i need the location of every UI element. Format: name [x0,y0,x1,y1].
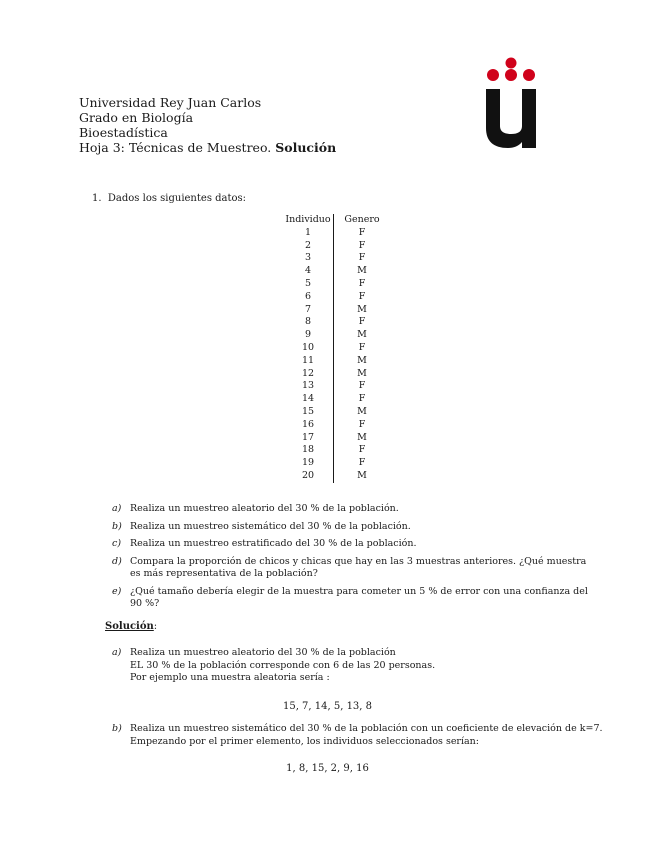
solution-b [112,723,610,753]
cell-genero: F [358,239,366,251]
table-row [283,291,386,304]
cell-individuo: 3 [283,252,334,265]
task-text: Realiza un muestreo estratificado del 30 % de la población. [130,538,417,549]
urjc-logo [484,56,538,148]
cell-individuo: 11 [283,355,334,368]
data-table [283,214,386,483]
cell-genero: F [358,444,366,456]
task-label: d) [112,555,122,567]
table-row [283,227,386,240]
column-header-genero: Genero [344,214,380,225]
cell-genero: M [357,329,367,341]
cell-genero: M [357,354,367,366]
cell-genero: F [358,252,366,264]
solution-title: Solución [105,621,154,632]
cell-genero: F [358,277,366,289]
cell-genero: F [358,457,366,469]
cell-individuo: 4 [283,265,334,278]
task-item [112,521,590,534]
task-item [112,538,590,551]
logo-dot-right [523,69,535,81]
task-label: c) [112,538,122,549]
table-row [283,368,386,381]
cell-individuo: 6 [283,291,334,304]
task-item [112,586,590,611]
sample-sequence: 1, 8, 15, 2, 9, 16 [286,763,369,774]
table-row [283,316,386,329]
task-item [112,556,590,581]
table-row [283,432,386,445]
solution-colon: : [153,621,158,632]
table-row [283,265,386,278]
cell-individuo: 13 [283,380,334,393]
solution-item [112,647,590,685]
cell-individuo: 8 [283,316,334,329]
question-text: Dados los siguientes datos: [107,193,247,204]
cell-individuo: 5 [283,278,334,291]
table-header-row [283,214,386,227]
sheet-title-bold: Solución [275,140,337,155]
solution-label: a) [112,647,122,658]
cell-genero: F [358,393,366,405]
question-1 [92,193,246,204]
cell-genero: M [357,265,367,277]
logo-dot-middle [505,69,517,81]
cell-genero: M [357,303,367,315]
solution-line: Realiza un muestreo sistemático del 30 % de la población con un coeficiente de elevación de k=7. [130,723,603,734]
cell-individuo: 20 [283,470,334,483]
university-name: Universidad Rey Juan Carlos [79,95,262,110]
solution-item [112,723,610,748]
cell-genero: F [358,418,366,430]
solution-line: EL 30 % de la población corresponde con 6 de las 20 personas. [130,659,436,671]
cell-genero: F [358,290,366,302]
task-text: Realiza un muestreo aleatorio del 30 % de la población. [130,503,399,514]
task-label: a) [112,503,122,514]
task-list [112,503,590,616]
sample-sequence: 15, 7, 14, 5, 13, 8 [282,701,373,712]
document-header [79,95,336,155]
cell-genero: F [358,226,366,238]
solution-heading [105,621,157,632]
cell-individuo: 15 [283,406,334,419]
cell-individuo: 2 [283,240,334,253]
task-text: Compara la proporción de chicos y chicas que hay en las 3 muestras anteriores. ¿Qué muestra es más representativa de la población? [130,555,587,579]
solution-line: Empezando por el primer elemento, los individuos seleccionados serían: [130,735,479,747]
logo-dot-left [487,69,499,81]
solution-line: Por ejemplo una muestra aleatoria sería : [130,672,330,683]
cell-genero: M [357,431,367,443]
table-row [283,380,386,393]
cell-genero: F [358,341,366,353]
column-header-individuo: Individuo [283,214,334,227]
sheet-title [79,140,336,155]
task-text: Realiza un muestreo sistemático del 30 % de la población. [130,520,411,532]
cell-individuo: 10 [283,342,334,355]
solution-line: Realiza un muestreo aleatorio del 30 % de la población [130,647,396,658]
cell-individuo: 12 [283,368,334,381]
table-row [283,444,386,457]
task-label: e) [112,585,122,597]
table-row [283,278,386,291]
table-row [283,240,386,253]
task-text: ¿Qué tamaño debería elegir de la muestra para cometer un 5 % de error con una confianza del 90 %? [130,585,588,609]
table-row [283,470,386,483]
question-number: 1. [92,193,102,204]
table-row [283,329,386,342]
sheet-title-text: Hoja 3: Técnicas de Muestreo. [79,140,272,155]
solution-label: b) [112,723,122,734]
cell-individuo: 14 [283,393,334,406]
cell-individuo: 1 [283,227,334,240]
degree-name: Grado en Biología [79,110,194,125]
logo-dot-top [506,58,517,69]
cell-genero: F [358,380,366,392]
cell-genero: M [357,405,367,417]
table-row [283,406,386,419]
logo-letter-u [486,89,536,148]
solution-a [112,647,590,690]
table-row [283,252,386,265]
table-row [283,355,386,368]
cell-genero: M [357,367,367,379]
cell-individuo: 9 [283,329,334,342]
subject-name: Bioestadística [79,125,168,140]
cell-individuo: 18 [283,444,334,457]
table-row [283,304,386,317]
table-row [283,419,386,432]
cell-genero: F [358,316,366,328]
cell-individuo: 16 [283,419,334,432]
table-row [283,393,386,406]
table-row [283,457,386,470]
task-item [112,503,590,516]
cell-genero: M [357,469,367,481]
cell-individuo: 19 [283,457,334,470]
table-row [283,342,386,355]
cell-individuo: 7 [283,304,334,317]
task-label: b) [112,520,122,532]
cell-individuo: 17 [283,432,334,445]
